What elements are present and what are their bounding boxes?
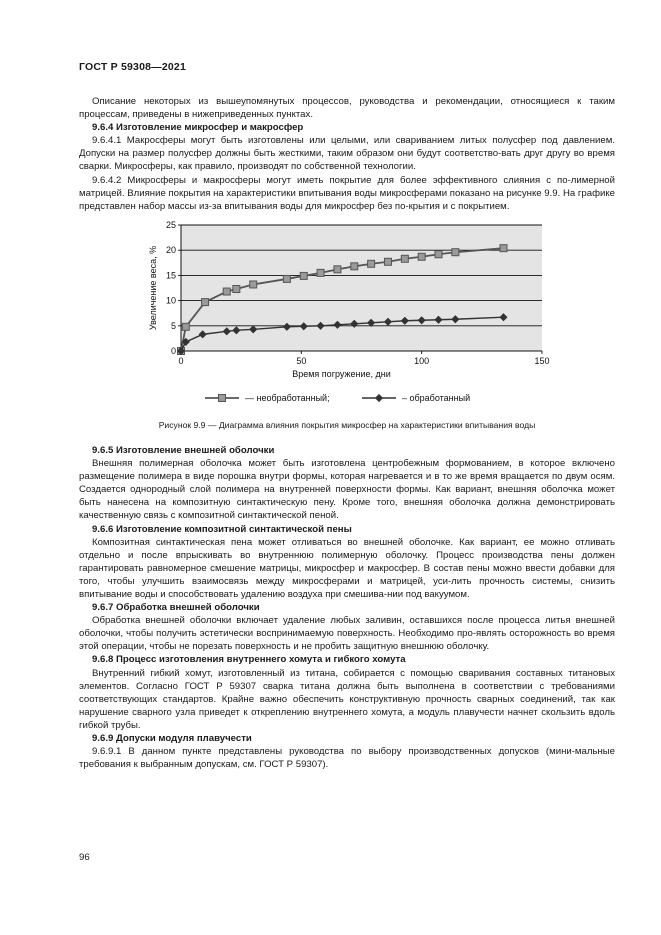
data-point-untreated — [500, 245, 507, 252]
data-point-untreated — [223, 288, 230, 295]
x-axis-label: Время погружение, дни — [292, 368, 391, 379]
paragraph: Внутренний гибкий хомут, изготовленный из титана, собирается с помощью сваривания составных титановых элементов. Согласно ГОСТ Р 59307 сварка титана должна быть выполнена в соответствии с требованиями соответствующих стандартов. Крайне важно обеспечить конструктивную прочность сварных соединений, так как нарушение сварного узла приведет к откреплению внутреннего хомута, а модуль плавучести начнет скользить вдоль гибкой трубы. — [79, 667, 615, 731]
paragraph: Внешняя полимерная оболочка может быть изготовлена центробежным формованием, в которое включено размещение полимера в виде порошка внутри формы, которая нагревается и в то же время вращается по двум осям. Создается однородный слой полимера на внутренней поверхности формы. Как вариант, внешняя оболочка может быть нанесена на композитную синтактическую пену. Кроме того, внешняя оболочка должна демонстрировать качественную связь с композитной синтактической пеной. — [79, 458, 615, 522]
paragraph: Описание некоторых из вышеупомянутых процессов, руководства и рекомендации, относящиеся к таким процессам, приведены в нижеприведенных пунктах. — [79, 96, 615, 121]
y-tick-label: 5 — [170, 320, 176, 331]
x-tick-label: 50 — [296, 355, 307, 366]
section-heading: 9.6.9 Допуски модуля плавучести — [92, 733, 252, 744]
data-point-untreated — [401, 255, 408, 262]
y-tick-label: 0 — [170, 345, 176, 356]
section-heading: 9.6.7 Обработка внешней оболочки — [92, 602, 260, 614]
paragraph: 9.6.9.1 В данном пункте представлены руководства по выбору производственных допусков (мини-мальные требования к выбранным допускам, см. ГОСТ Р 59307). — [79, 746, 615, 771]
paragraph: 9.6.4.2 Микросферы и макросферы могут иметь покрытие для более эффективного слияния с по-лимерной матрицей. Влияние покрытия на характеристики впитывания воды микросферами показано на рисунке 9.9. На графике представлен набор массы из-за впитывания воды для микросфер без по-крытия и с покрытием. — [79, 174, 615, 212]
data-point-untreated — [418, 253, 425, 260]
paragraph: 9.6.4.1 Макросферы могут быть изготовлены или целыми, или свариванием литых полусфер под давлением. Допуски на размер полусфер должны быть жесткими, таким образом они будут соответство-вать друг другу во время сварки. Микросферы, как правило, производят по собственной технологии. — [79, 135, 615, 173]
document-header: ГОСТ Р 59308—2021 — [79, 61, 187, 73]
data-point-untreated — [202, 298, 209, 305]
data-point-untreated — [334, 266, 341, 273]
y-tick-label: 25 — [165, 219, 176, 230]
data-point-untreated — [384, 258, 391, 265]
data-point-untreated — [435, 251, 442, 258]
data-point-untreated — [283, 275, 290, 282]
figure-caption: Рисунок 9.9 — Диаграмма влияния покрытия микросфер на характеристики впитывания воды — [158, 419, 536, 430]
section-heading: 9.6.8 Процесс изготовления внутреннего хомута и гибкого хомута — [92, 654, 406, 666]
page-number: 96 — [79, 852, 90, 863]
legend-marker — [219, 394, 226, 401]
legend-marker — [376, 394, 383, 401]
legend-label: – обработанный — [402, 392, 471, 403]
data-point-untreated — [368, 260, 375, 267]
legend-label: — необработанный; — [245, 392, 330, 403]
water-absorption-chart — [145, 219, 565, 415]
data-point-untreated — [182, 323, 189, 330]
data-point-untreated — [300, 272, 307, 279]
y-axis-label: Увеличение веса, % — [148, 245, 158, 330]
figure-chart — [79, 219, 615, 415]
paragraph: Обработка внешней оболочки включает удаление любых заливин, оставшихся после процесса литья внешней оболочки, чтобы получить эстетически воспринимаемую поверхность. Необходимо про-являть осторожность во время этой операции, чтобы не порезать поверхность и не пробить защитную внешнюю оболочку. — [79, 615, 615, 653]
section-heading: 9.6.5 Изготовление внешней оболочки — [92, 444, 275, 456]
y-tick-label: 20 — [165, 245, 176, 256]
paragraph: Композитная синтактическая пена может отливаться во внешней оболочке. Как вариант, ее можно отливать отдельно и после впрыскивать во внутреннюю полимерную оболочку. Процесс производства пены должен гарантировать равномерное смешение матрицы, микросфер и макросфер. В состав пены можно ввести добавки для того, чтобы улучшить взаимосвязь между микросферами и матрицей, уси-лить прочность системы, снизить впитывание воды и способствовать удалению воздуха при смешива-нии под вакуумом. — [79, 536, 615, 600]
data-point-untreated — [250, 281, 257, 288]
data-point-untreated — [233, 285, 240, 292]
y-tick-label: 10 — [165, 295, 176, 306]
data-point-untreated — [317, 269, 324, 276]
document-body — [79, 95, 615, 771]
x-tick-label: 100 — [414, 355, 430, 366]
x-tick-label: 0 — [178, 355, 184, 366]
x-tick-label: 150 — [534, 355, 550, 366]
y-tick-label: 15 — [165, 270, 176, 281]
data-point-untreated — [351, 263, 358, 270]
section-heading: 9.6.6 Изготовление композитной синтактической пены — [92, 523, 352, 535]
section-heading: 9.6.4 Изготовление микросфер и макросфер — [92, 122, 304, 134]
data-point-untreated — [452, 249, 459, 256]
